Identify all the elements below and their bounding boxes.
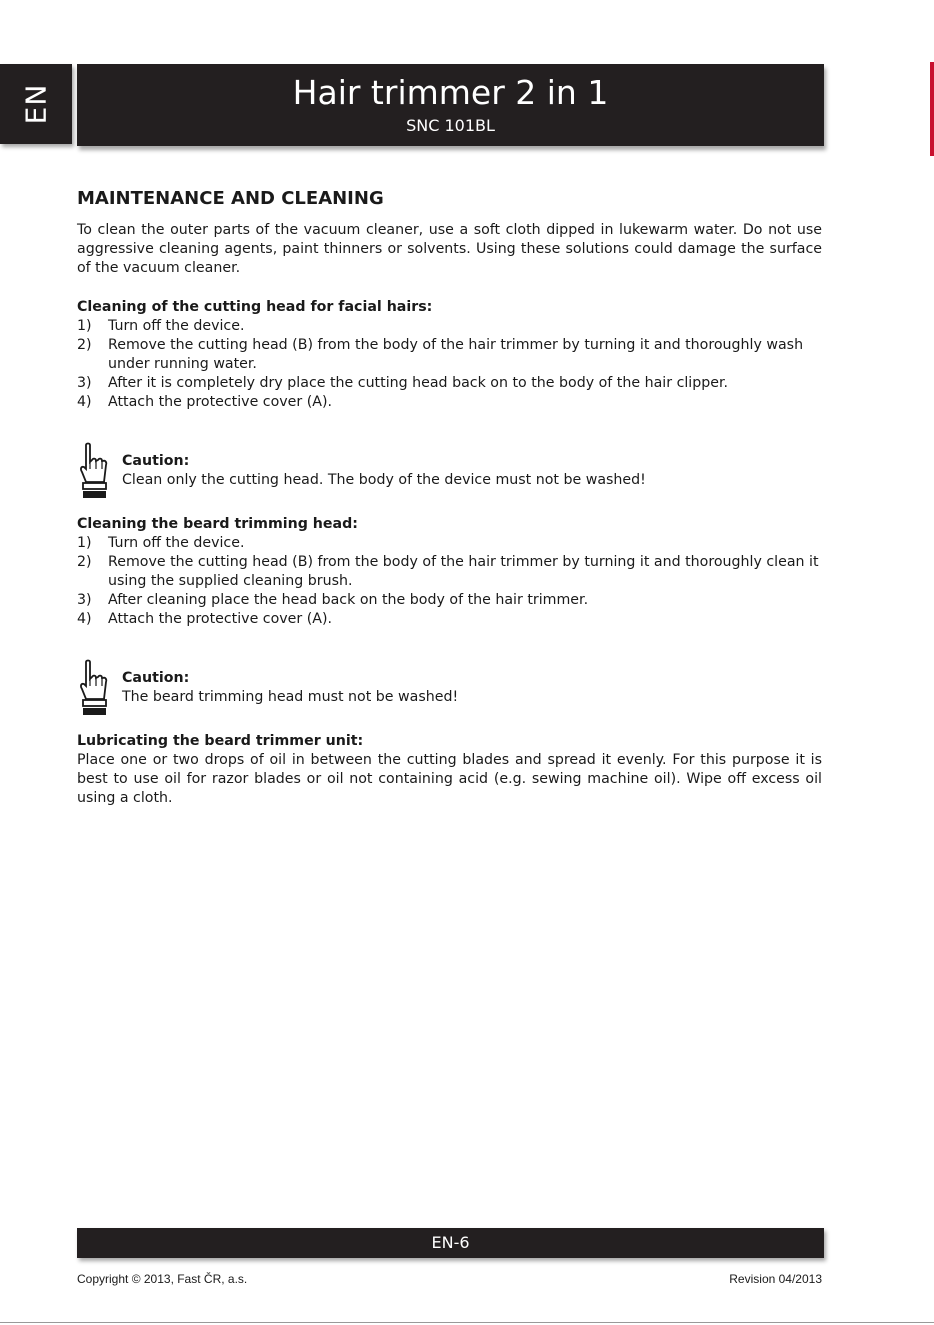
page-title: Hair trimmer 2 in 1 xyxy=(292,73,609,112)
caution-text-block xyxy=(122,669,458,707)
header-bar xyxy=(77,64,824,146)
caution-text: Clean only the cutting head. The body of the device must not be washed! xyxy=(122,472,646,488)
caution-text-block xyxy=(122,452,646,490)
list-item xyxy=(77,534,822,553)
model-number: SNC 101BL xyxy=(406,116,495,135)
list-item xyxy=(77,610,822,629)
caution-box xyxy=(77,659,822,721)
step-number: 4) xyxy=(77,394,92,410)
page-number: EN-6 xyxy=(431,1233,470,1252)
lubricating-paragraph: Place one or two drops of oil in between the cutting blades and spread it evenly. For this purpose it is best to use oil for razor blades or oil not containing acid (e.g. sewing machine oil). Wipe off excess oil using a cloth. xyxy=(77,752,822,806)
facial-heading: Cleaning of the cutting head for facial hairs: xyxy=(77,299,433,315)
caution-label: Caution: xyxy=(122,453,190,469)
step-text: Turn off the device. xyxy=(108,318,245,334)
page-bottom-rule xyxy=(0,1322,934,1323)
pointing-hand-icon xyxy=(77,442,109,502)
step-number: 1) xyxy=(77,535,92,551)
edge-color-mark xyxy=(930,62,934,156)
list-item xyxy=(77,393,822,412)
list-item xyxy=(77,336,822,374)
facial-steps-list xyxy=(77,317,822,412)
pointing-hand-icon xyxy=(77,659,109,719)
step-text: Turn off the device. xyxy=(108,535,245,551)
list-item xyxy=(77,591,822,610)
step-number: 1) xyxy=(77,318,92,334)
step-number: 3) xyxy=(77,375,92,391)
main-content xyxy=(77,187,822,808)
step-text: Attach the protective cover (A). xyxy=(108,394,333,410)
beard-steps-list xyxy=(77,534,822,629)
step-number: 2) xyxy=(77,554,92,570)
step-text: Remove the cutting head (B) from the body of the hair trimmer by turning it and thoroughly clean it using the supplied cleaning brush. xyxy=(108,554,819,589)
caution-text: The beard trimming head must not be washed! xyxy=(122,689,459,705)
caution-box xyxy=(77,442,822,504)
step-text: After cleaning place the head back on the body of the hair trimmer. xyxy=(108,592,589,608)
step-number: 3) xyxy=(77,592,92,608)
revision-text: Revision 04/2013 xyxy=(729,1272,822,1286)
beard-heading: Cleaning the beard trimming head: xyxy=(77,516,358,532)
step-number: 4) xyxy=(77,611,92,627)
step-number: 2) xyxy=(77,337,92,353)
list-item xyxy=(77,374,822,393)
copyright-text: Copyright © 2013, Fast ČR, a.s. xyxy=(77,1272,248,1286)
list-item xyxy=(77,553,822,591)
list-item xyxy=(77,317,822,336)
section-title: MAINTENANCE AND CLEANING xyxy=(77,188,384,209)
step-text: After it is completely dry place the cutting head back on to the body of the hair clipper. xyxy=(108,375,729,391)
footer-bar xyxy=(77,1228,824,1258)
language-tab xyxy=(0,64,72,144)
step-text: Remove the cutting head (B) from the body of the hair trimmer by turning it and thoroughly wash under running water. xyxy=(108,337,804,372)
caution-label: Caution: xyxy=(122,670,190,686)
step-text: Attach the protective cover (A). xyxy=(108,611,333,627)
intro-paragraph: To clean the outer parts of the vacuum cleaner, use a soft cloth dipped in lukewarm water. Do not use aggressive cleaning agents, paint thinners or solvents. Using these solutions could damage the surface of the vacuum cleaner. xyxy=(77,222,822,276)
language-label: EN xyxy=(19,83,53,125)
lubricating-heading: Lubricating the beard trimmer unit: xyxy=(77,733,364,749)
